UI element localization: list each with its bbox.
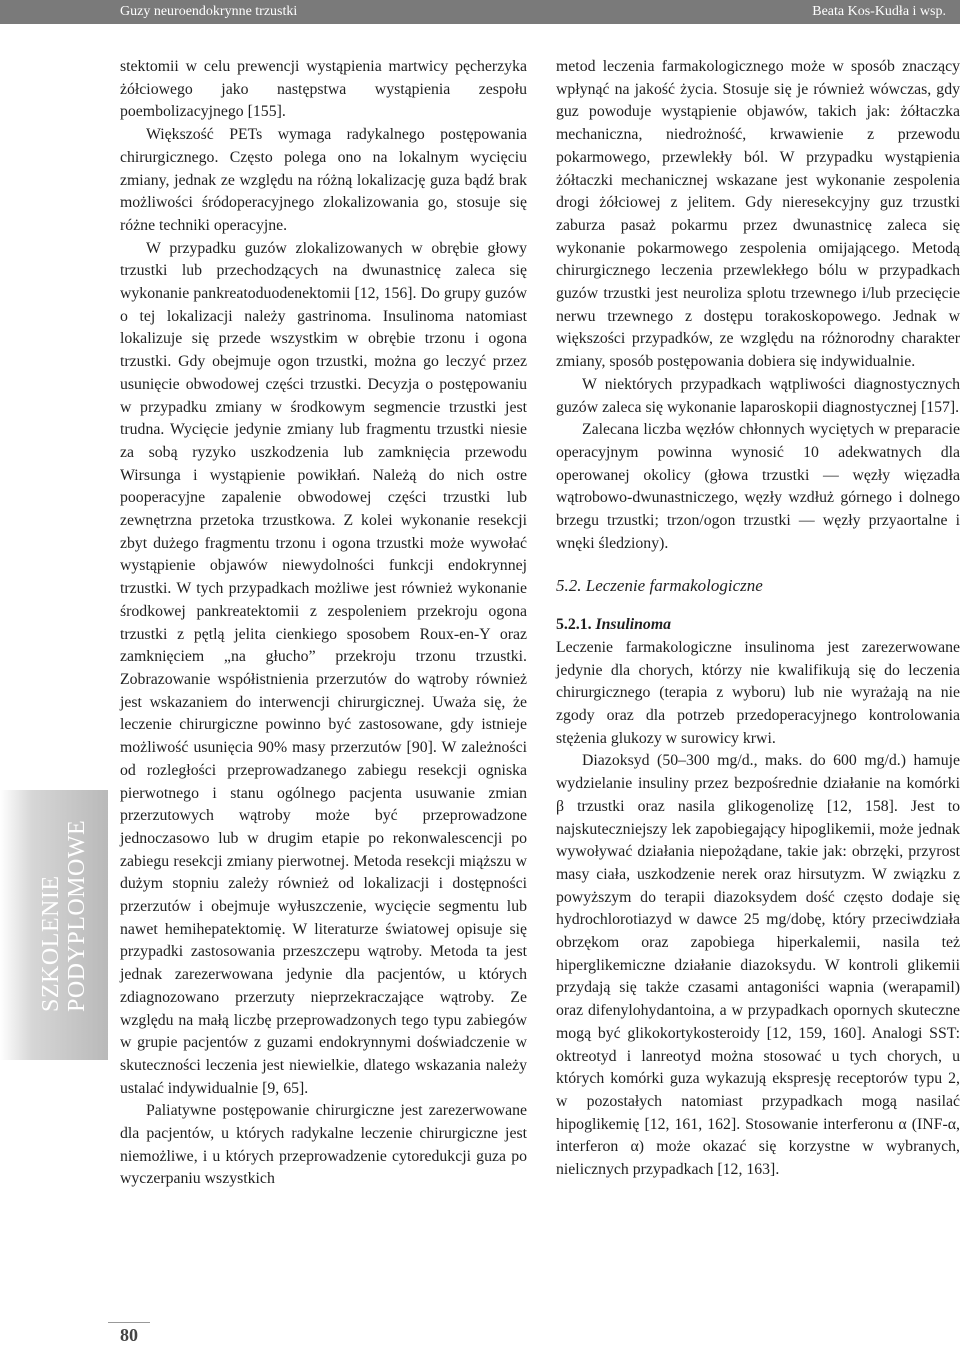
paragraph: Większość PETs wymaga radykalnego postępowania chirurgicznego. Często polega ono na lokalnym wycięciu zmiany, jednak ze względu na różną lokalizację guza bądź brak możliwości śródoperacyjnego zlokalizowania go, stosuje się różne techniki operacyjne. [120, 126, 527, 234]
sidebar-label-line1: SZKOLENIE [38, 875, 64, 1012]
subsection-heading [556, 614, 960, 637]
paragraph: Leczenie farmakologiczne insulinoma jest zarezerwowane jedynie dla chorych, którzy nie kwalifikują się do leczenia chirurgicznego (terapia z wyboru) lub nie wyrażają na nie zgody oraz dla potrzeb przedoperacyjnego kontrolowania stężenia glukozy w surowicy krwi. [556, 638, 960, 747]
header-authors: Beata Kos-Kudła i wsp. [812, 4, 946, 19]
left-column [120, 56, 527, 1191]
paragraph: W przypadku guzów zlokalizowanych w obrębie głowy trzustki lub przechodzących na dwunastnicę zaleca się wykonanie pankreatoduodenektomii [12, 156]. Do grupy guzów o tej lokalizacji należy gastrinoma. Insulinoma natomiast lokalizuje się przede wszystkim w obrębie trzonu i ogona trzustki. Gdy obejmuje ogon trzustki, można go leczyć przez usunięcie obwodowej części trzustki. Decyzja o postępowaniu w przypadku zmiany w środkowym segmencie trzustki jest trudna. Wycięcie jedynie zmiany lub fragmentu trzustki niesie za sobą ryzyko uszkodzenia lub zamknięcia przewodu Wirsunga i wystąpienie powikłań. Należą do nich ostre pooperacyjne zapalenie obwodowej części trzustki lub zewnętrzna przetoka trzustkowa. Z kolei wykonanie resekcji zbyt dużego fragmentu trzonu i ogona trzustki może wywołać wystąpienie objawów niewydolności funkcji endokrynnej trzustki. W tych przypadkach możliwe jest również wykonanie środkowej pankreatektomii z zespoleniem przekroju ogona trzustki z pętlą jelita cienkiego sposobem Roux-en-Y oraz zamknięciem „na głucho” przekroju trzonu trzustki. Zobrazowanie współistnienia przerzutów do wątroby również jest wskazaniem do interwencji chirurgicznej. Uważa się, że leczenie chirurgiczne powinno być zastosowane, gdy istnieje możliwość usunięcia 90% masy przerzutów [90]. W zależności od rozległości przeprowadzanego zabiegu resekcji ogniska pierwotnego i stanu ogólnego pacjenta usuwanie zmian przerzutowych wątroby może być przeprowadzone jednoczasowo lub w drugim etapie po rekonwalescencji po zabiegu resekcji zmiany pierwotnej. Metoda resekcji miąższu w dużym stopniu zależy również od lokalizacji i dostępności przerzutów i obejmuje wyłuszczenie, wycięcie segmentu lub nawet hemihepatektomię. W literaturze światowej opisuje się przypadki zastosowania przeszczepu wątroby. Metoda ta jest jednak zarezerwowana jedynie dla pacjentów, u których zdiagnozowano przerzuty nieprzekraczające wątroby. Ze względu na małą liczbę przeprowadzonych tego typu zabiegów w grupie pacjentów z guzami endokrynnymi doświadczenie w skuteczności leczenia jest niewielkie, dlatego wskazania należy ustalać indywidualnie [9, 65]. [120, 239, 527, 1097]
paragraph: Paliatywne postępowanie chirurgiczne jest zarezerwowane dla pacjentów, u których radykalne leczenie chirurgiczne jest niemożliwe, i u których przeprowadzenie cytoredukcji guza po wyczerpaniu wszystkich [120, 1102, 527, 1188]
paragraph: stektomii w celu prewencji wystąpienia martwicy pęcherzyka żółciowego jako następstwa wystąpienia zespołu poembolizacyjnego [155]. [120, 58, 527, 121]
right-column [556, 56, 960, 1182]
header-title: Guzy neuroendokrynne trzustki [120, 4, 298, 19]
subsection-title: Insulinoma [595, 616, 672, 634]
paragraph: W niektórych przypadkach wątpliwości diagnostycznych guzów zaleca się wykonanie laparoskopii diagnostycznej [157]. [556, 375, 960, 416]
subsection-number: 5.2.1. [556, 616, 592, 634]
page-number: 80 [120, 1325, 138, 1345]
paragraph: Zalecana liczba węzłów chłonnych wyciętych w preparacie operacyjnym powinna wynosić 10 adekwatnych dla operowanej okolicy (głowa trzustki — węzły więzadła wątrobowo-dwunastniczego, węzły wzdłuż górnego i dolnego brzegu trzustki; trzon/ogon trzustki — węzły przyaortalne i wnęki śledziony). [556, 421, 960, 552]
page-number-rule [108, 1322, 150, 1323]
running-header [0, 0, 960, 24]
sidebar-label-line2: PODYPLOMOWE [64, 819, 90, 1012]
sidebar-label [38, 820, 90, 1012]
section-heading: 5.2. Leczenie farmakologiczne [556, 576, 763, 596]
paragraph: metod leczenia farmakologicznego może w sposób znaczący wpłynąć na jakość życia. Stosuje się je również wówczas, gdy guz powoduje wystąpienie objawów, takich jak: żółtaczka mechaniczna, niedrożność, krwawienie z przewodu pokarmowego, przewlekły ból. W przypadku wystąpienia żółtaczki mechanicznej wskazane jest wykonanie zespolenia drogi żółciowej z jelitem. Gdy nieresekcyjny guz trzustki zaburza pasaż pokarmu przez dwunastnicę zaleca się wykonanie pokarmowego zespolenia omijającego. Metodą chirurgicznego leczenia przewlekłego bólu w przypadkach guzów trzustki jest neuroliza splotu trzewnego i/lub przecięcie nerwu trzewnego z dostępu torakoskopowego. Jednak w większości przypadków, ze względu na różnorodny charakter zmiany, sposób postępowania dobiera się indywidualnie. [556, 58, 960, 371]
paragraph: Diazoksyd (50–300 mg/d., maks. do 600 mg/d.) hamuje wydzielanie insuliny przez bezpośrednie działanie na komórki β trzustki oraz nasila glikogenolizę [12, 158]. Jest to najskuteczniejszy lek zapobiegający hipoglikemii, może jednak wywoływać działania niepożądane, takie jak: obrzęki, przyrost masy ciała, uszkodzenie nerek oraz hirsutyzm. W związku z powyższym do terapii diazoksydem dość często dodaje się hydrochlorotiazyd w dawce 25 mg/dobę, który przeciwdziała obrzękom oraz zapobiega hiperkalemii, nasila też hiperglikemiczne działanie diazoksydu. W kontroli glikemii przydają się także czasami antagoniści wapnia (werapamil) oraz difenylohydantoina, a w przypadkach opornych skuteczne mogą być glikokortykosteroidy [12, 159, 160]. Analogi SST: oktreotyd i lanreotyd można stosować u tych chorych, u których komórki guza wykazują ekspresję receptorów typu 2, w pozostałych natomiast przypadkach mogą nasilać hipoglikemię [12, 161, 162]. Stosowanie interferonu α (INF-α, interferon α) może okazać się korzystne w wybranych, nielicznych przypadkach [12, 163]. [556, 752, 960, 1179]
